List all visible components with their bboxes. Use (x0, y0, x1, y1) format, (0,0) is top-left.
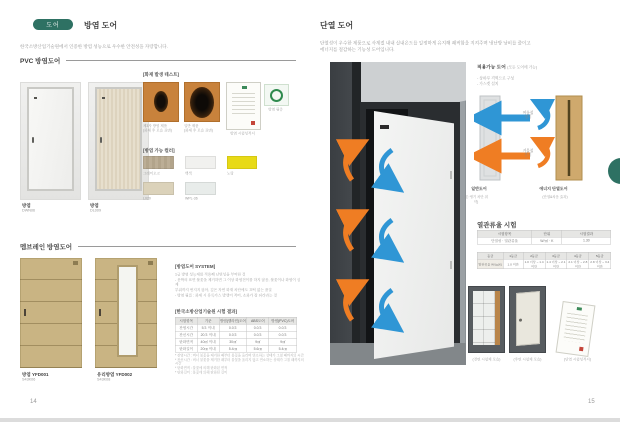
certificate-logo (242, 86, 247, 89)
fire-test-result-table (175, 317, 298, 353)
diagram-graphic (474, 94, 616, 184)
pvc-section-title: PVC 방염도어 (20, 58, 61, 65)
test-chamber-panels (473, 291, 495, 345)
col-header: 방염(PVC)도어 (269, 317, 297, 324)
left-page-subtitle: 한국소방산업기술원에서 인증한 방염 성능으로 우수한 안전성을 자랑합니다. (20, 44, 168, 49)
door-leaf (95, 87, 142, 191)
test-result-label: [한국소방산업기술원 시험 결과] (175, 309, 238, 314)
category-badge: 도어 (33, 19, 73, 30)
col-header: 2등급 (523, 252, 545, 259)
page-number-right: 15 (588, 399, 595, 405)
page-bottom-edge (0, 418, 620, 422)
col-header: 시험항목 (175, 317, 197, 324)
table-row (175, 345, 297, 352)
cell: 0.0초 (247, 331, 269, 338)
table-row (175, 324, 297, 331)
col-header: 기준 (197, 317, 219, 324)
normal-door-caption: 일반도어 (471, 186, 487, 191)
cell: W/㎡ · K (532, 237, 562, 244)
door-name: 유리방염 YFD002 (97, 372, 133, 377)
insulated-door-note: (단열&차음 효과) (542, 195, 568, 199)
cell: 0.0초 (269, 324, 297, 331)
col-header: 3등급 (545, 252, 567, 259)
color-swatch (227, 156, 257, 169)
flame-cert-emblem (264, 84, 289, 106)
cell: 20㎝ 이내 (197, 345, 219, 352)
door-name: 방염 (22, 203, 31, 208)
cell: 30㎠ (219, 338, 247, 345)
door-brand-badge (73, 261, 78, 265)
membrane-door-photo-2 (95, 258, 157, 368)
label-line: 온기 (524, 152, 532, 157)
burn-mark (190, 87, 214, 118)
cell: 1.30 (562, 237, 611, 244)
cell: 0.0초 (219, 324, 247, 331)
swatch-label: 백색 (185, 172, 192, 176)
cell: 0.0초 (247, 324, 269, 331)
door-handle (32, 137, 34, 143)
thermal-table-2 (477, 252, 613, 269)
cell: 0.0초 (269, 331, 297, 338)
section-rule (78, 246, 296, 247)
thermal-test-photo-front (468, 286, 505, 353)
photo-caption: (단열 시험성적서) (564, 358, 591, 362)
airflow-arrows-overlay (330, 62, 466, 365)
label-line: 여름철 (522, 110, 534, 115)
insulated-door-hallway-photo (330, 62, 466, 365)
table-row (477, 259, 611, 269)
table-row (477, 237, 611, 244)
table-header-row (175, 317, 297, 324)
thermal-test-photo-rear (509, 286, 546, 353)
col-header: 방염(멜라민)도어 (219, 319, 246, 323)
col-header: 4등급 (567, 252, 589, 259)
cell: 0.0초 (219, 331, 247, 338)
winter-air-label (516, 149, 540, 157)
cell: 5.6㎝ (247, 345, 269, 352)
col-header: 5등급 (589, 252, 611, 259)
door-viewer (102, 97, 105, 99)
summer-air-label (516, 111, 540, 119)
thermal-test-title: 열관류율 시험 (477, 222, 517, 229)
certificate-caption: 방염 시험성적서 (230, 132, 255, 136)
col-header: ABS도어 (247, 317, 269, 324)
note-line: * 탄화면적 : 불꽃에 의해 탄화된 면적 (175, 366, 228, 370)
cell: 탄화면적 (175, 338, 197, 345)
thermal-table-1 (477, 230, 613, 245)
door-brand-badge (148, 261, 153, 265)
door-viewer (34, 97, 37, 99)
door-name: 방염 YFD001 (22, 372, 49, 377)
membrane-door-photo-1 (20, 258, 82, 368)
cell: 단열성 · 열관류율 (477, 237, 532, 244)
membrane-section-title: 멤브레인 방염도어 (20, 244, 73, 251)
color-swatch (143, 182, 174, 195)
photo-caption: (전면 시험체 모습) (472, 358, 501, 362)
fire-test-photo-2 (184, 82, 220, 122)
cell: 잔신시간 (175, 331, 197, 338)
bullet-line: - 가스켓 설치 (477, 81, 499, 86)
insulated-door-caption: 에너지 단열도어 (539, 186, 568, 191)
system-line: - 문짝의 표면 불꽃을 제거하면 그 이상 화염전이를 하지 않음, 불꽃이나 화염이 심재 (175, 277, 301, 287)
swatch-label: 그레이오크 (143, 172, 160, 176)
applicable-door-heading (477, 63, 612, 70)
cell: 1.4 이상 ~ 2.1 미만 (546, 260, 566, 269)
door-leaf (27, 87, 74, 191)
door-glass-window (117, 265, 138, 357)
label-line: 겨울철 (522, 148, 534, 153)
cell: 2.8 이상 ~ 3.4 미만 (590, 260, 610, 269)
certificate-red-seal (251, 121, 255, 125)
note-line: * 잔염시간 : 버너 불꽃을 제거한 때부터 불꽃을 올리며 연소하는 상태가 그칠 때까지의 시간 (175, 354, 304, 358)
cell: 5초 이내 (197, 324, 219, 331)
col-header: 단위 (532, 230, 562, 237)
caption-line: (화재 후 모습 표면) (143, 129, 172, 133)
membrane-section-header (20, 242, 296, 251)
table-header-row (477, 252, 611, 259)
door-handle (100, 137, 102, 143)
swatch-label: L020 (143, 197, 151, 201)
thermal-certificate-image (556, 301, 596, 357)
wood-edge (495, 291, 500, 345)
test-door-leaf (516, 291, 540, 346)
cold-air-arrows (382, 150, 393, 324)
system-line: 1급 방염 성능재를 적용해 난연성을 부여한 것 (175, 272, 246, 277)
color-swatch (185, 156, 216, 169)
subtitle-line: 단열성이 우수한 제품으로 사계절 내내 실내온도를 일정하게 유지해 쾌적함을 지켜주며 냉난방 낭비를 줄이고 (320, 40, 531, 46)
burn-mark (154, 91, 168, 112)
cell: 열관류율 W/(㎡K) (477, 259, 503, 269)
color-swatch (143, 156, 174, 169)
system-line: 부위까지 번지지 않아, 깊은 자연 화재 차단에도 끄떡 없는 품질 (175, 287, 272, 292)
fire-certificate-image (226, 82, 261, 130)
cell: 2.1 이상 ~ 2.8 미만 (568, 260, 588, 269)
color-swatch (185, 182, 216, 195)
col-header: 시험결과 (562, 230, 611, 237)
cell: 5.4㎝ (219, 345, 247, 352)
col-header: 등급 (477, 252, 503, 259)
caption-line: (화재 후 모습 표면) (184, 129, 213, 133)
cell: 40㎠ 이내 (197, 338, 219, 345)
caption-line: 제3자 방염 제품 (143, 124, 168, 128)
table-row (175, 338, 297, 345)
caption-line: 일반 제품 (184, 124, 199, 128)
table-header-row (477, 230, 611, 237)
test-result-notes (175, 354, 305, 376)
warm-air-arrows (346, 146, 356, 320)
door-handle (99, 309, 101, 316)
normal-door-shape (480, 96, 500, 180)
pvc-door-photo-wood (88, 82, 149, 200)
door-name: 방염 (90, 203, 99, 208)
door-code: DWN06 (22, 208, 36, 213)
subtitle-line: 에너지를 절감하는 기능성 도어입니다. (320, 47, 395, 52)
right-page-title: 단열 도어 (320, 21, 354, 30)
applicable-title: 적용가능 도어 (477, 64, 506, 70)
system-label: [방염도어 SYSTEM] (175, 264, 216, 269)
note-line: * 탄화길이 : 불꽃에 의해 탄화된 길이 (175, 371, 228, 375)
applicable-suffix: (모든 도어에 가능) (507, 65, 538, 70)
swatch-label: WPL-36 (185, 197, 198, 201)
cell: 1.0 이상 ~ 1.4 미만 (524, 260, 544, 269)
left-page-title: 방염 도어 (84, 21, 118, 30)
pvc-section-header (20, 56, 296, 65)
applicable-bullets (477, 76, 612, 87)
door-code: S43K06 (22, 377, 36, 382)
certificate-logo (576, 307, 581, 311)
cell: 20초 이내 (197, 331, 219, 338)
system-lines (175, 272, 301, 299)
cell: 9㎠ (247, 338, 269, 345)
door-knob (519, 319, 522, 322)
cell: 잔염시간 (175, 324, 197, 331)
fire-test-photo-1 (143, 82, 179, 122)
system-line: - 방염 필름 : 화재 시 유독가스 발생이 적어, 소화가 잘 되리라는 것 (175, 293, 277, 298)
page-number-left: 14 (30, 399, 37, 405)
col-header: 1등급 (503, 252, 523, 259)
table-row (175, 331, 297, 338)
col-header: 시험항목 (477, 230, 532, 237)
right-page-subtitle (320, 40, 610, 53)
cell: 5.4㎝ (269, 345, 297, 352)
emblem-ring-icon (270, 89, 283, 102)
certificate-text-lines (232, 93, 255, 117)
certificate-text-lines (563, 313, 588, 344)
bullet-line: - 상하부 격벽으로 구성 (477, 76, 514, 81)
certificate-red-seal (579, 347, 584, 352)
photo-caption: (후면 시험체 모습) (513, 358, 542, 362)
emblem-caption: 방염 필증 (268, 108, 283, 112)
cell: 9㎠ (269, 338, 297, 345)
fire-test-label: [화재 발생 테스트] (143, 72, 179, 77)
cell: 탄화길이 (175, 345, 197, 352)
color-options-label: [방염 가능 컬러] (143, 148, 175, 153)
section-rule (66, 60, 296, 61)
label-line: 냉기 (524, 114, 532, 119)
door-code: S43K08 (97, 377, 111, 382)
cell: 1.0 미만 (503, 259, 523, 269)
door-handle (24, 309, 26, 316)
swatch-label: 노랑 (227, 172, 234, 176)
pvc-door-photo-white (20, 82, 81, 200)
door-code: DL009 (90, 208, 102, 213)
door-groove-lines (20, 258, 82, 368)
note-line: * 잔신시간 : 버너 불꽃을 제거한 때부터 불꽃을 올리지 않고 연소하는 상태가 그칠 때까지의 시간 (175, 358, 304, 366)
insulation-diagram (464, 94, 616, 206)
normal-door-note: (온·냉기 차단 취약) (464, 195, 488, 204)
